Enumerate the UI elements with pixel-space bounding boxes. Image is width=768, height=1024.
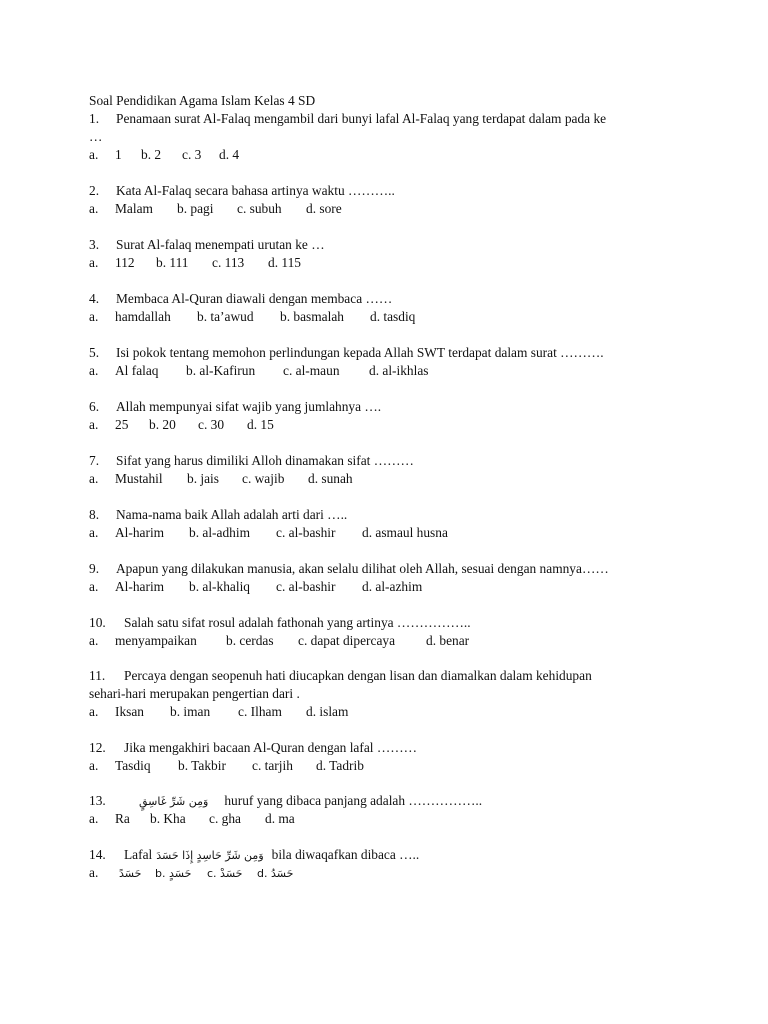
question-6 [89, 399, 381, 415]
question-number: 5. [89, 345, 100, 360]
options-9 [89, 579, 422, 595]
option-c: c. al-maun [283, 363, 340, 378]
option-a: Al-harim [115, 579, 165, 594]
option-marker: a. [89, 633, 99, 648]
option-a: Ra [115, 811, 130, 826]
option-c: c. wajib [242, 471, 285, 486]
option-c: b. basmalah [280, 309, 344, 324]
option-marker: a. [89, 471, 99, 486]
option-d: d. 15 [247, 417, 274, 432]
question-11-continuation: sehari-hari merupakan pengertian dari . [89, 686, 300, 701]
question-number: 7. [89, 453, 100, 468]
option-marker: a. [89, 201, 99, 216]
option-c: c. al-bashir [276, 579, 336, 594]
option-b: b. jais [187, 471, 219, 486]
option-c: c. dapat dipercaya [298, 633, 396, 648]
option-c: c. 3 [182, 147, 202, 162]
question-number: 2. [89, 183, 100, 198]
question-3 [89, 237, 325, 253]
options-6 [89, 417, 274, 433]
option-d: d. حَسَدُ [257, 867, 294, 880]
option-a: Malam [115, 201, 153, 216]
option-d: d. al-ikhlas [369, 363, 429, 378]
question-text: Isi pokok tentang memohon perlindungan kepada Allah SWT terdapat dalam surat ………. [116, 345, 604, 360]
option-a: Al-harim [115, 525, 165, 540]
option-b: b. 2 [141, 147, 162, 162]
option-c: c. gha [209, 811, 241, 826]
arabic-verse: وَمِن شَرِّ غَاسِقٍ [139, 795, 209, 808]
question-text: Membaca Al-Quran diawali dengan membaca …… [116, 291, 393, 306]
options-7 [89, 471, 353, 487]
question-text: Percaya dengan seopenuh hati diucapkan dengan lisan dan diamalkan dalam kehidupan [124, 668, 592, 683]
question-4 [89, 291, 392, 307]
question-text: Salah satu sifat rosul adalah fathonah yang artinya …………….. [124, 615, 471, 630]
option-c: c. Ilham [238, 704, 282, 719]
option-c: c. 113 [212, 255, 245, 270]
question-number: 1. [89, 111, 100, 126]
option-b: b. ta’awud [197, 309, 254, 324]
option-a: menyampaikan [115, 633, 197, 648]
question-8 [89, 507, 347, 523]
question-number: 3. [89, 237, 100, 252]
question-number: 4. [89, 291, 100, 306]
option-a: Al falaq [115, 363, 159, 378]
options-11 [89, 704, 348, 720]
options-4 [89, 309, 415, 325]
question-1-continuation: … [89, 129, 103, 144]
option-d: d. Tadrib [316, 758, 364, 773]
option-d: d. asmaul husna [362, 525, 448, 540]
question-text: Surat Al-falaq menempati urutan ke … [116, 237, 325, 252]
question-text: Nama-nama baik Allah adalah arti dari ….. [116, 507, 348, 522]
question-text: Penamaan surat Al-Falaq mengambil dari bunyi lafal Al-Falaq yang terdapat dalam pada ke [116, 111, 607, 126]
question-number: 8. [89, 507, 100, 522]
options-13 [89, 811, 295, 827]
option-b: b. al-khaliq [189, 579, 250, 594]
option-b: b. Kha [150, 811, 186, 826]
option-d: d. ma [265, 811, 295, 826]
option-b: b. 20 [149, 417, 176, 432]
option-a: 112 [115, 255, 135, 270]
question-10 [89, 615, 471, 631]
question-5 [89, 345, 604, 361]
question-text: Jika mengakhiri bacaan Al-Quran dengan lafal ……… [124, 740, 418, 755]
option-marker: a. [89, 255, 99, 270]
option-b: b. al-Kafirun [186, 363, 256, 378]
option-d: d. 4 [219, 147, 240, 162]
option-a: Mustahil [115, 471, 163, 486]
option-marker: a. [89, 704, 99, 719]
question-text: Apapun yang dilakukan manusia, akan selalu dilihat oleh Allah, sesuai dengan namnya…… [116, 561, 609, 576]
question-number: 11. [89, 668, 106, 683]
question-12 [89, 740, 417, 756]
option-marker: a. [89, 309, 99, 324]
question-number: 12. [89, 740, 106, 755]
options-5 [89, 363, 429, 379]
option-c: c. al-bashir [276, 525, 336, 540]
option-marker: a. [89, 811, 99, 826]
option-a: Tasdiq [115, 758, 151, 773]
question-13 [89, 793, 482, 810]
option-d: d. sunah [308, 471, 353, 486]
option-b: b. iman [170, 704, 211, 719]
options-1 [89, 147, 239, 163]
option-d: d. islam [306, 704, 349, 719]
option-a: 1 [115, 147, 122, 162]
question-text: Allah mempunyai sifat wajib yang jumlahnya …. [116, 399, 382, 414]
option-marker: a. [89, 579, 99, 594]
question-number: 14. [89, 847, 106, 862]
page-title: Soal Pendidikan Agama Islam Kelas 4 SD [89, 93, 316, 108]
option-d: d. 115 [268, 255, 301, 270]
option-b: b. al-adhim [189, 525, 250, 540]
option-b: b. pagi [177, 201, 214, 216]
arabic-verse: وَمِن شَرِّ حَاسِدٍ إِذَا حَسَدَ [156, 849, 264, 862]
question-text: bila diwaqafkan dibaca ….. [271, 847, 420, 862]
question-prefix: Lafal [124, 847, 153, 862]
option-d: d. sore [306, 201, 342, 216]
option-d: d. benar [426, 633, 470, 648]
options-2 [89, 201, 342, 217]
question-number: 10. [89, 615, 106, 630]
option-d: d. tasdiq [370, 309, 416, 324]
option-marker: a. [89, 525, 99, 540]
option-b: b. حَسَدٍ [155, 867, 192, 880]
question-number: 6. [89, 399, 100, 414]
option-marker: a. [89, 147, 99, 162]
option-d: d. al-azhim [362, 579, 423, 594]
question-number: 9. [89, 561, 100, 576]
question-text: Kata Al-Falaq secara bahasa artinya waktu ……….. [116, 183, 395, 198]
options-14 [89, 865, 293, 882]
option-c: c. tarjih [252, 758, 293, 773]
option-a: حَسَدً [119, 867, 142, 880]
option-marker: a. [89, 417, 99, 432]
question-text: Sifat yang harus dimiliki Alloh dinamakan sifat ……… [116, 453, 414, 468]
options-12 [89, 758, 364, 774]
option-marker: a. [89, 758, 99, 773]
option-a: hamdallah [115, 309, 171, 324]
option-marker: a. [89, 363, 99, 378]
option-b: b. Takbir [178, 758, 226, 773]
option-b: b. cerdas [226, 633, 274, 648]
question-11 [89, 668, 592, 684]
question-1 [89, 111, 606, 127]
question-9 [89, 561, 609, 577]
option-a: 25 [115, 417, 129, 432]
question-2 [89, 183, 395, 199]
option-c: c. حَسَدْ [207, 867, 243, 880]
question-14 [89, 847, 419, 864]
options-8 [89, 525, 448, 541]
option-a: Iksan [115, 704, 145, 719]
option-b: b. 111 [156, 255, 189, 270]
options-3 [89, 255, 301, 271]
question-7 [89, 453, 414, 469]
question-number: 13. [89, 793, 106, 808]
option-c: c. subuh [237, 201, 282, 216]
options-10 [89, 633, 469, 649]
question-text: huruf yang dibaca panjang adalah …………….. [224, 793, 483, 808]
option-c: c. 30 [198, 417, 225, 432]
option-marker: a. [89, 865, 99, 880]
